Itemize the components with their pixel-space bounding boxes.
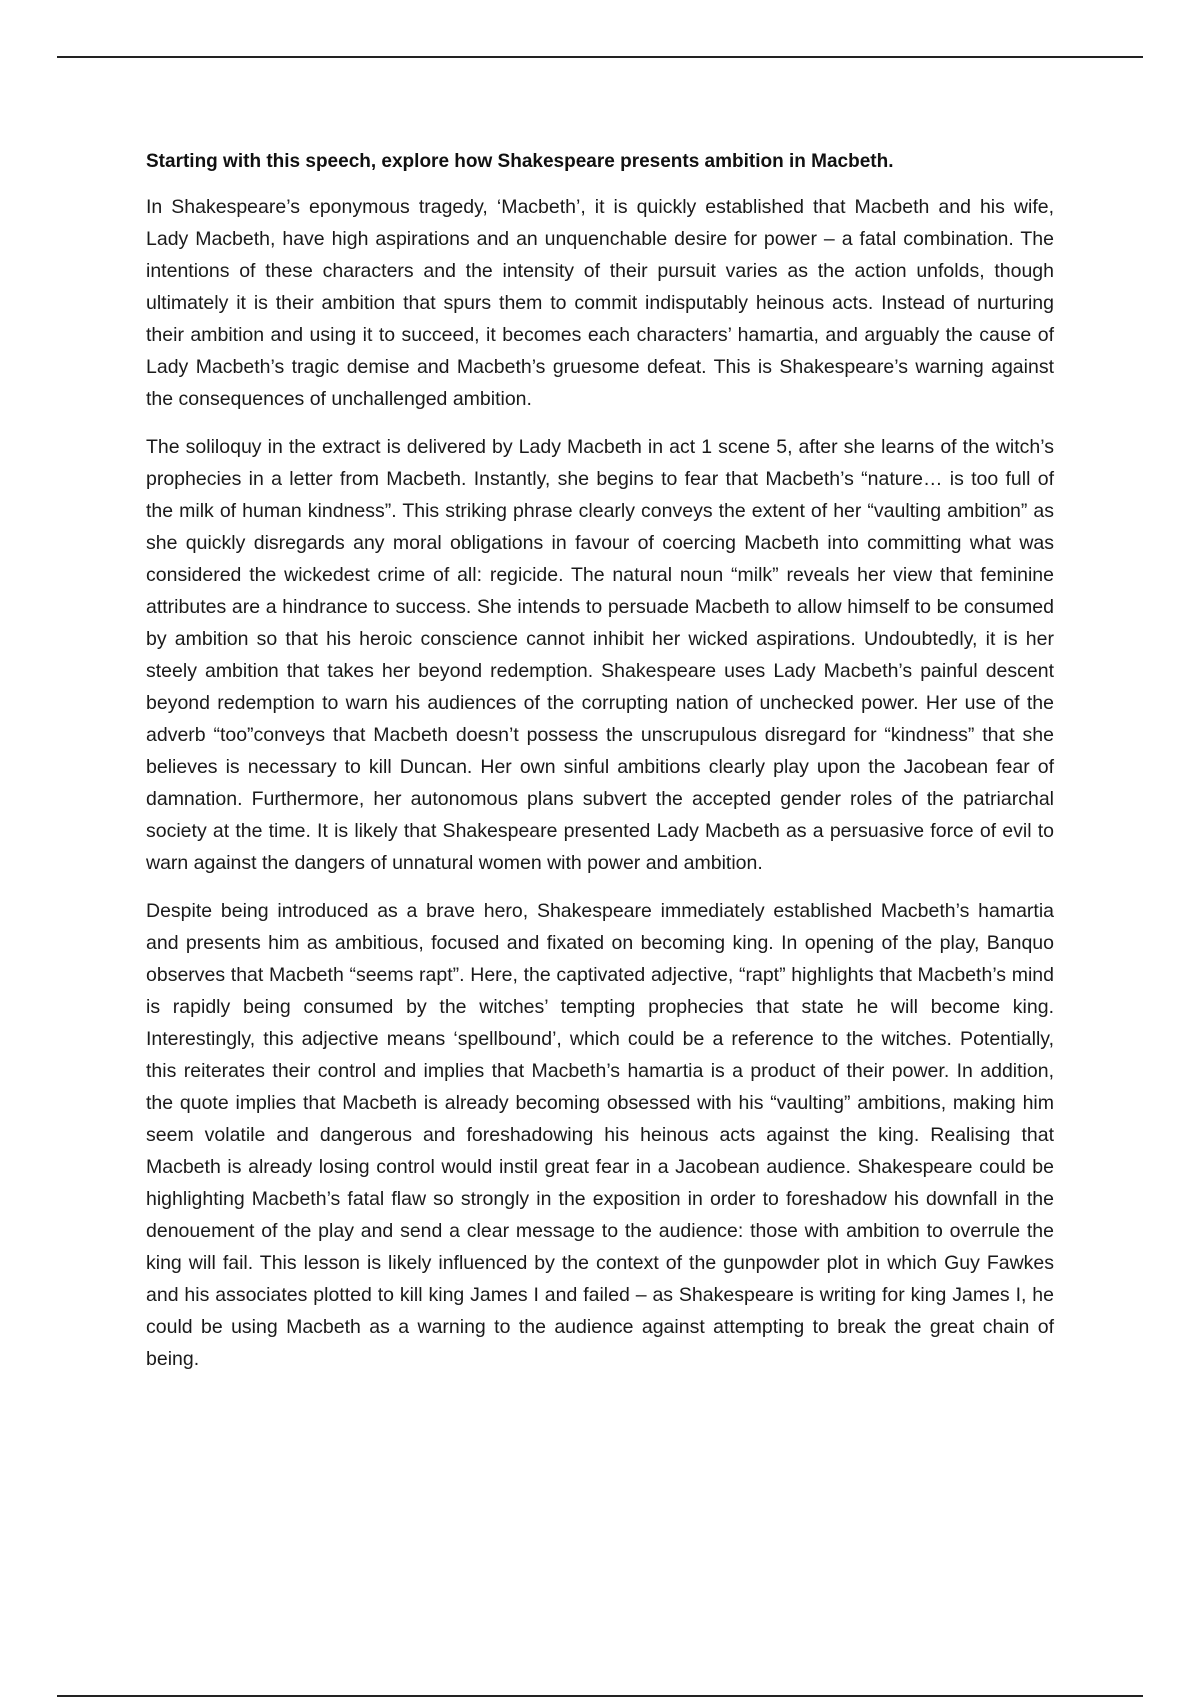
essay-question: Starting with this speech, explore how Shakespeare presents ambition in Macbeth. (146, 151, 894, 172)
paragraph-soliloquy-analysis: The soliloquy in the extract is delivered by Lady Macbeth in act 1 scene 5, after she learns of the witch’s prophecies in a letter from Macbeth. Instantly, she begins to fear that Macbeth’s “nature… is too full of the milk of human kindness”. This striking phrase clearly conveys the extent of her “vaulting ambition” as she quickly disregards any moral obligations in favour of coercing Macbeth into committing what was considered the wickedest crime of all: regicide. The natural noun “milk” reveals her view that feminine attributes are a hindrance to success. She intends to persuade Macbeth to allow himself to be consumed by ambition so that his heroic conscience cannot inhibit her wicked aspirations. Undoubtedly, it is her steely ambition that takes her beyond redemption. Shakespeare uses Lady Macbeth’s painful descent beyond redemption to warn his audiences of the corrupting nation of unchecked power. Her use of the adverb “too”conveys that Macbeth doesn’t possess the unscrupulous disregard for “kindness” that she believes is necessary to kill Duncan. Her own sinful ambitions clearly play upon the Jacobean fear of damnation. Furthermore, her autonomous plans subvert the accepted gender roles of the patriarchal society at the time. It is likely that Shakespeare presented Lady Macbeth as a persuasive force of evil to warn against the dangers of unnatural women with power and ambition. (146, 436, 1054, 874)
bottom-rule (57, 1695, 1143, 1697)
paragraph-macbeth-hamartia: Despite being introduced as a brave hero, Shakespeare immediately established Macbeth’s hamartia and presents him as ambitious, focused and fixated on becoming king. In opening of the play, Banquo observes that Macbeth “seems rapt”. Here, the captivated adjective, “rapt” highlights that Macbeth’s mind is rapidly being consumed by the witches’ tempting prophecies that state he will become king. Interestingly, this adjective means ‘spellbound’, which could be a reference to the witches. Potentially, this reiterates their control and implies that Macbeth’s hamartia is a product of their power. In addition, the quote implies that Macbeth is already becoming obsessed with his “vaulting” ambitions, making him seem volatile and dangerous and foreshadowing his heinous acts against the king. Realising that Macbeth is already losing control would instil great fear in a Jacobean audience. Shakespeare could be highlighting Macbeth’s fatal flaw so strongly in the exposition in order to foreshadow his downfall in the denouement of the play and send a clear message to the audience: those with ambition to overrule the king will fail. This lesson is likely influenced by the context of the gunpowder plot in which Guy Fawkes and his associates plotted to kill king James I and failed – as Shakespeare is writing for king James I, he could be using Macbeth as a warning to the audience against attempting to break the great chain of being. (146, 900, 1054, 1370)
paragraph-introduction: In Shakespeare’s eponymous tragedy, ‘Macbeth’, it is quickly established that Macbeth and his wife, Lady Macbeth, have high aspirations and an unquenchable desire for power – a fatal combination. The intentions of these characters and the intensity of their pursuit varies as the action unfolds, though ultimately it is their ambition that spurs them to commit indisputably heinous acts. Instead of nurturing their ambition and using it to succeed, it becomes each characters’ hamartia, and arguably the cause of Lady Macbeth’s tragic demise and Macbeth’s gruesome defeat. This is Shakespeare’s warning against the consequences of unchallenged ambition. (146, 196, 1054, 410)
top-rule (57, 56, 1143, 58)
essay-body (146, 146, 1054, 1391)
